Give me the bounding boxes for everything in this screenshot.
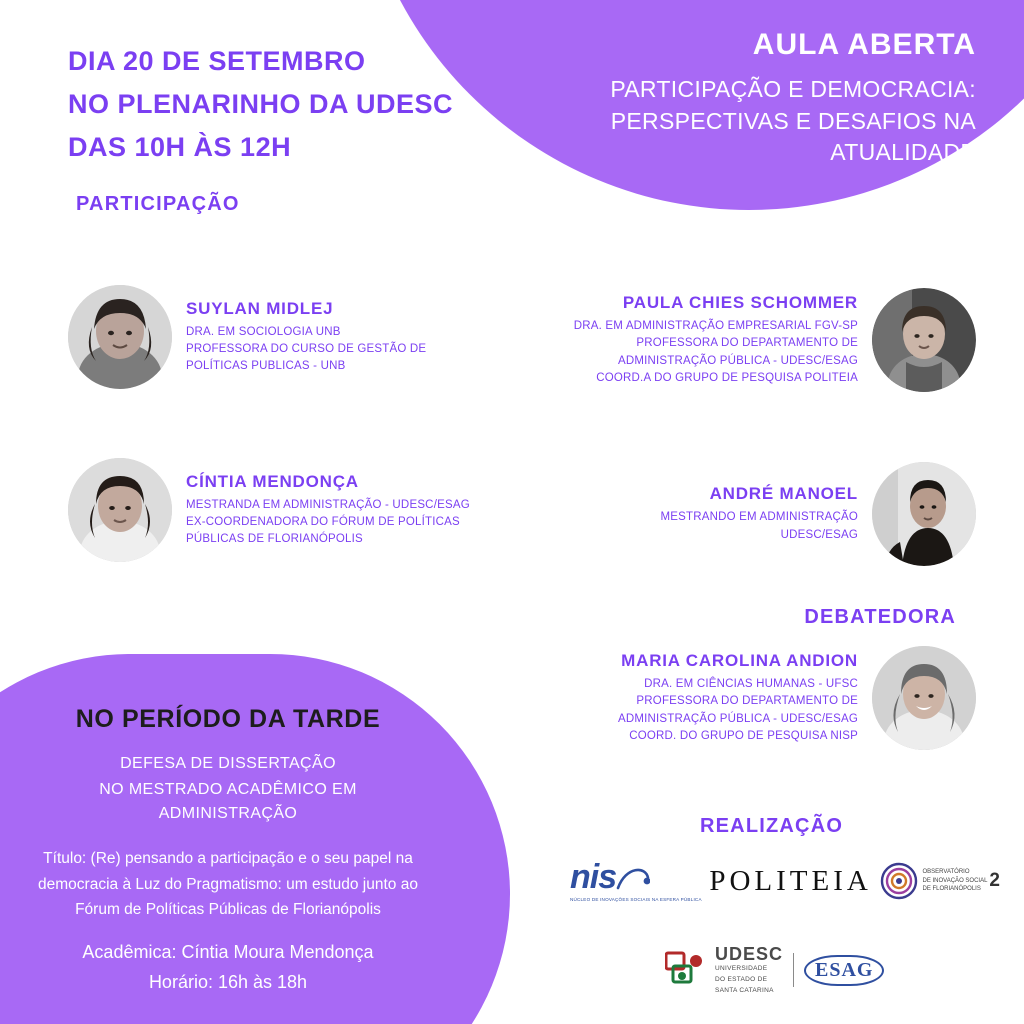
- speaker-desc-line1: DRA. EM ADMINISTRAÇÃO EMPRESARIAL FGV-SP: [573, 320, 858, 332]
- speaker-desc-line3: PÚBLICAS DE FLORIANÓPOLIS: [186, 533, 363, 546]
- poster-subtitle-line3: ATUALIDADE: [830, 139, 976, 166]
- speaker-card-suylan-midlej: [68, 285, 488, 389]
- speaker-desc-line3: ADMINISTRAÇÃO PÚBLICA - UDESC/ESAG: [617, 354, 858, 367]
- speaker-name: MARIA CAROLINA ANDION: [621, 651, 858, 670]
- afternoon-sub-line1: DEFESA DE DISSERTAÇÃO: [120, 755, 336, 772]
- speaker-desc-line4: COORD.A DO GRUPO DE PESQUISA POLITEIA: [596, 371, 858, 384]
- speaker-desc-line3: POLÍTICAS PUBLICAS - UNB: [186, 360, 346, 373]
- event-date: DIA 20 DE SETEMBRO: [68, 46, 366, 76]
- observatorio-logo-text: [923, 868, 988, 894]
- academic-name: Acadêmica: Cíntia Moura Mendonça: [82, 941, 374, 962]
- speaker-card-paula-chies-schommer: [496, 288, 976, 392]
- event-details-block: [68, 46, 453, 216]
- observatorio-line2: DE INOVAÇÃO SOCIAL: [922, 877, 988, 884]
- dissertation-title-line1: Título: (Re) pensando a participação e o seu papel na: [43, 850, 413, 867]
- nis-swoosh-icon: [616, 864, 650, 894]
- dissertation-title-line3: Fórum de Políticas Públicas de Florianópolis: [75, 901, 381, 919]
- participation-label: PARTICIPAÇÃO: [76, 193, 240, 215]
- speaker-name: PAULA CHIES SCHOMMER: [622, 293, 858, 312]
- udesc-line3: SANTA CATARINA: [715, 986, 774, 994]
- speaker-info-andre-manoel: [646, 484, 872, 544]
- observatorio-logo: [880, 862, 1000, 900]
- speaker-desc-line3: ADMINISTRAÇÃO PÚBLICA - UDESC/ESAG: [617, 712, 858, 725]
- speaker-name: ANDRÉ MANOEL: [709, 484, 858, 504]
- speaker-desc-line4: COORD. DO GRUPO DE PESQUISA NISP: [629, 729, 858, 742]
- poster-title-block: [476, 28, 976, 169]
- page-title: AULA ABERTA: [752, 28, 976, 61]
- speaker-desc-line1: MESTRANDO EM ADMINISTRAÇÃO: [660, 511, 858, 524]
- speaker-name: SUYLAN MIDLEJ: [186, 298, 334, 318]
- logo-divider: [793, 953, 794, 987]
- event-location: NO PLENARINHO DA UDESC: [68, 89, 454, 119]
- udesc-line1: UNIVERSIDADE: [715, 965, 768, 972]
- speaker-desc-line1: DRA. EM SOCIOLOGIA UNB: [186, 325, 341, 338]
- speaker-info-cintia-mendonca: [172, 472, 484, 549]
- sponsor-logos-row-2: [665, 945, 884, 995]
- sponsor-logos-row-1: [570, 860, 1000, 902]
- dissertation-title-line2: democracia à Luz do Pragmatismo: um estudo junto ao: [38, 875, 418, 893]
- event-time: DAS 10H ÀS 12H: [68, 132, 292, 162]
- avatar-cintia-mendonca: [68, 458, 172, 562]
- observatorio-line3: DE FLORIANÓPOLIS: [922, 886, 981, 893]
- speaker-card-maria-carolina-andion: [516, 646, 976, 750]
- nis-logo-word: nis: [570, 858, 617, 896]
- speaker-name: CÍNTIA MENDONÇA: [186, 471, 359, 491]
- avatar-andre-manoel: [872, 462, 976, 566]
- speaker-desc-line1: MESTRANDA EM ADMINISTRAÇÃO - UDESC/ESAG: [186, 498, 470, 511]
- poster-subtitle-line2: PERSPECTIVAS E DESAFIOS NA: [610, 107, 976, 134]
- udesc-logo-text: [715, 945, 783, 995]
- poster-subtitle-line1: PARTICIPAÇÃO E DEMOCRACIA:: [610, 76, 976, 102]
- avatar-suylan-midlej: [68, 285, 172, 389]
- udesc-mark-icon: [665, 950, 707, 990]
- avatar-paula-chies-schommer: [872, 288, 976, 392]
- nis-logo-tagline: NÚCLEO DE INOVAÇÕES SOCIAIS NA ESFERA PÚBLICA: [570, 897, 702, 902]
- realizacao-label: REALIZAÇÃO: [700, 815, 844, 837]
- politeia-logo: POLITEIA: [709, 864, 872, 897]
- esag-logo: ESAG: [804, 955, 884, 986]
- debatedora-label: DEBATEDORA: [804, 606, 956, 628]
- afternoon-session-block: [28, 705, 428, 998]
- nis-logo: [570, 860, 702, 902]
- speaker-card-cintia-mendonca: [68, 458, 508, 562]
- speaker-desc-line1: DRA. EM CIÊNCIAS HUMANAS - UFSC: [644, 678, 858, 690]
- afternoon-time: Horário: 16h às 18h: [148, 972, 308, 993]
- speaker-desc-line2: EX-COORDENADORA DO FÓRUM DE POLÍTICAS: [186, 515, 460, 528]
- afternoon-heading: NO PERÍODO DA TARDE: [75, 705, 381, 733]
- speaker-desc-line2: PROFESSORA DO CURSO DE GESTÃO DE: [186, 342, 427, 355]
- speaker-desc-line2: UDESC/ESAG: [780, 528, 858, 541]
- observatorio-line1: OBSERVATÓRIO: [922, 868, 970, 875]
- observatorio-number: 2: [989, 870, 1000, 891]
- speaker-info-suylan-midlej: [172, 299, 440, 376]
- afternoon-sub-line2: NO MESTRADO ACADÊMICO EM ADMINISTRAÇÃO: [99, 781, 357, 822]
- avatar-maria-carolina-andion: [872, 646, 976, 750]
- speaker-desc-line2: PROFESSORA DO DEPARTAMENTO DE: [636, 337, 858, 350]
- speaker-card-andre-manoel: [576, 462, 976, 566]
- speaker-info-maria-carolina-andion: [604, 651, 872, 745]
- observatorio-mark-icon: [880, 862, 918, 900]
- udesc-line2: DO ESTADO DE: [715, 975, 768, 983]
- speaker-desc-line2: PROFESSORA DO DEPARTAMENTO DE: [636, 695, 858, 708]
- speaker-info-paula-chies-schommer: [560, 293, 872, 387]
- udesc-logo-word: UDESC: [715, 944, 784, 964]
